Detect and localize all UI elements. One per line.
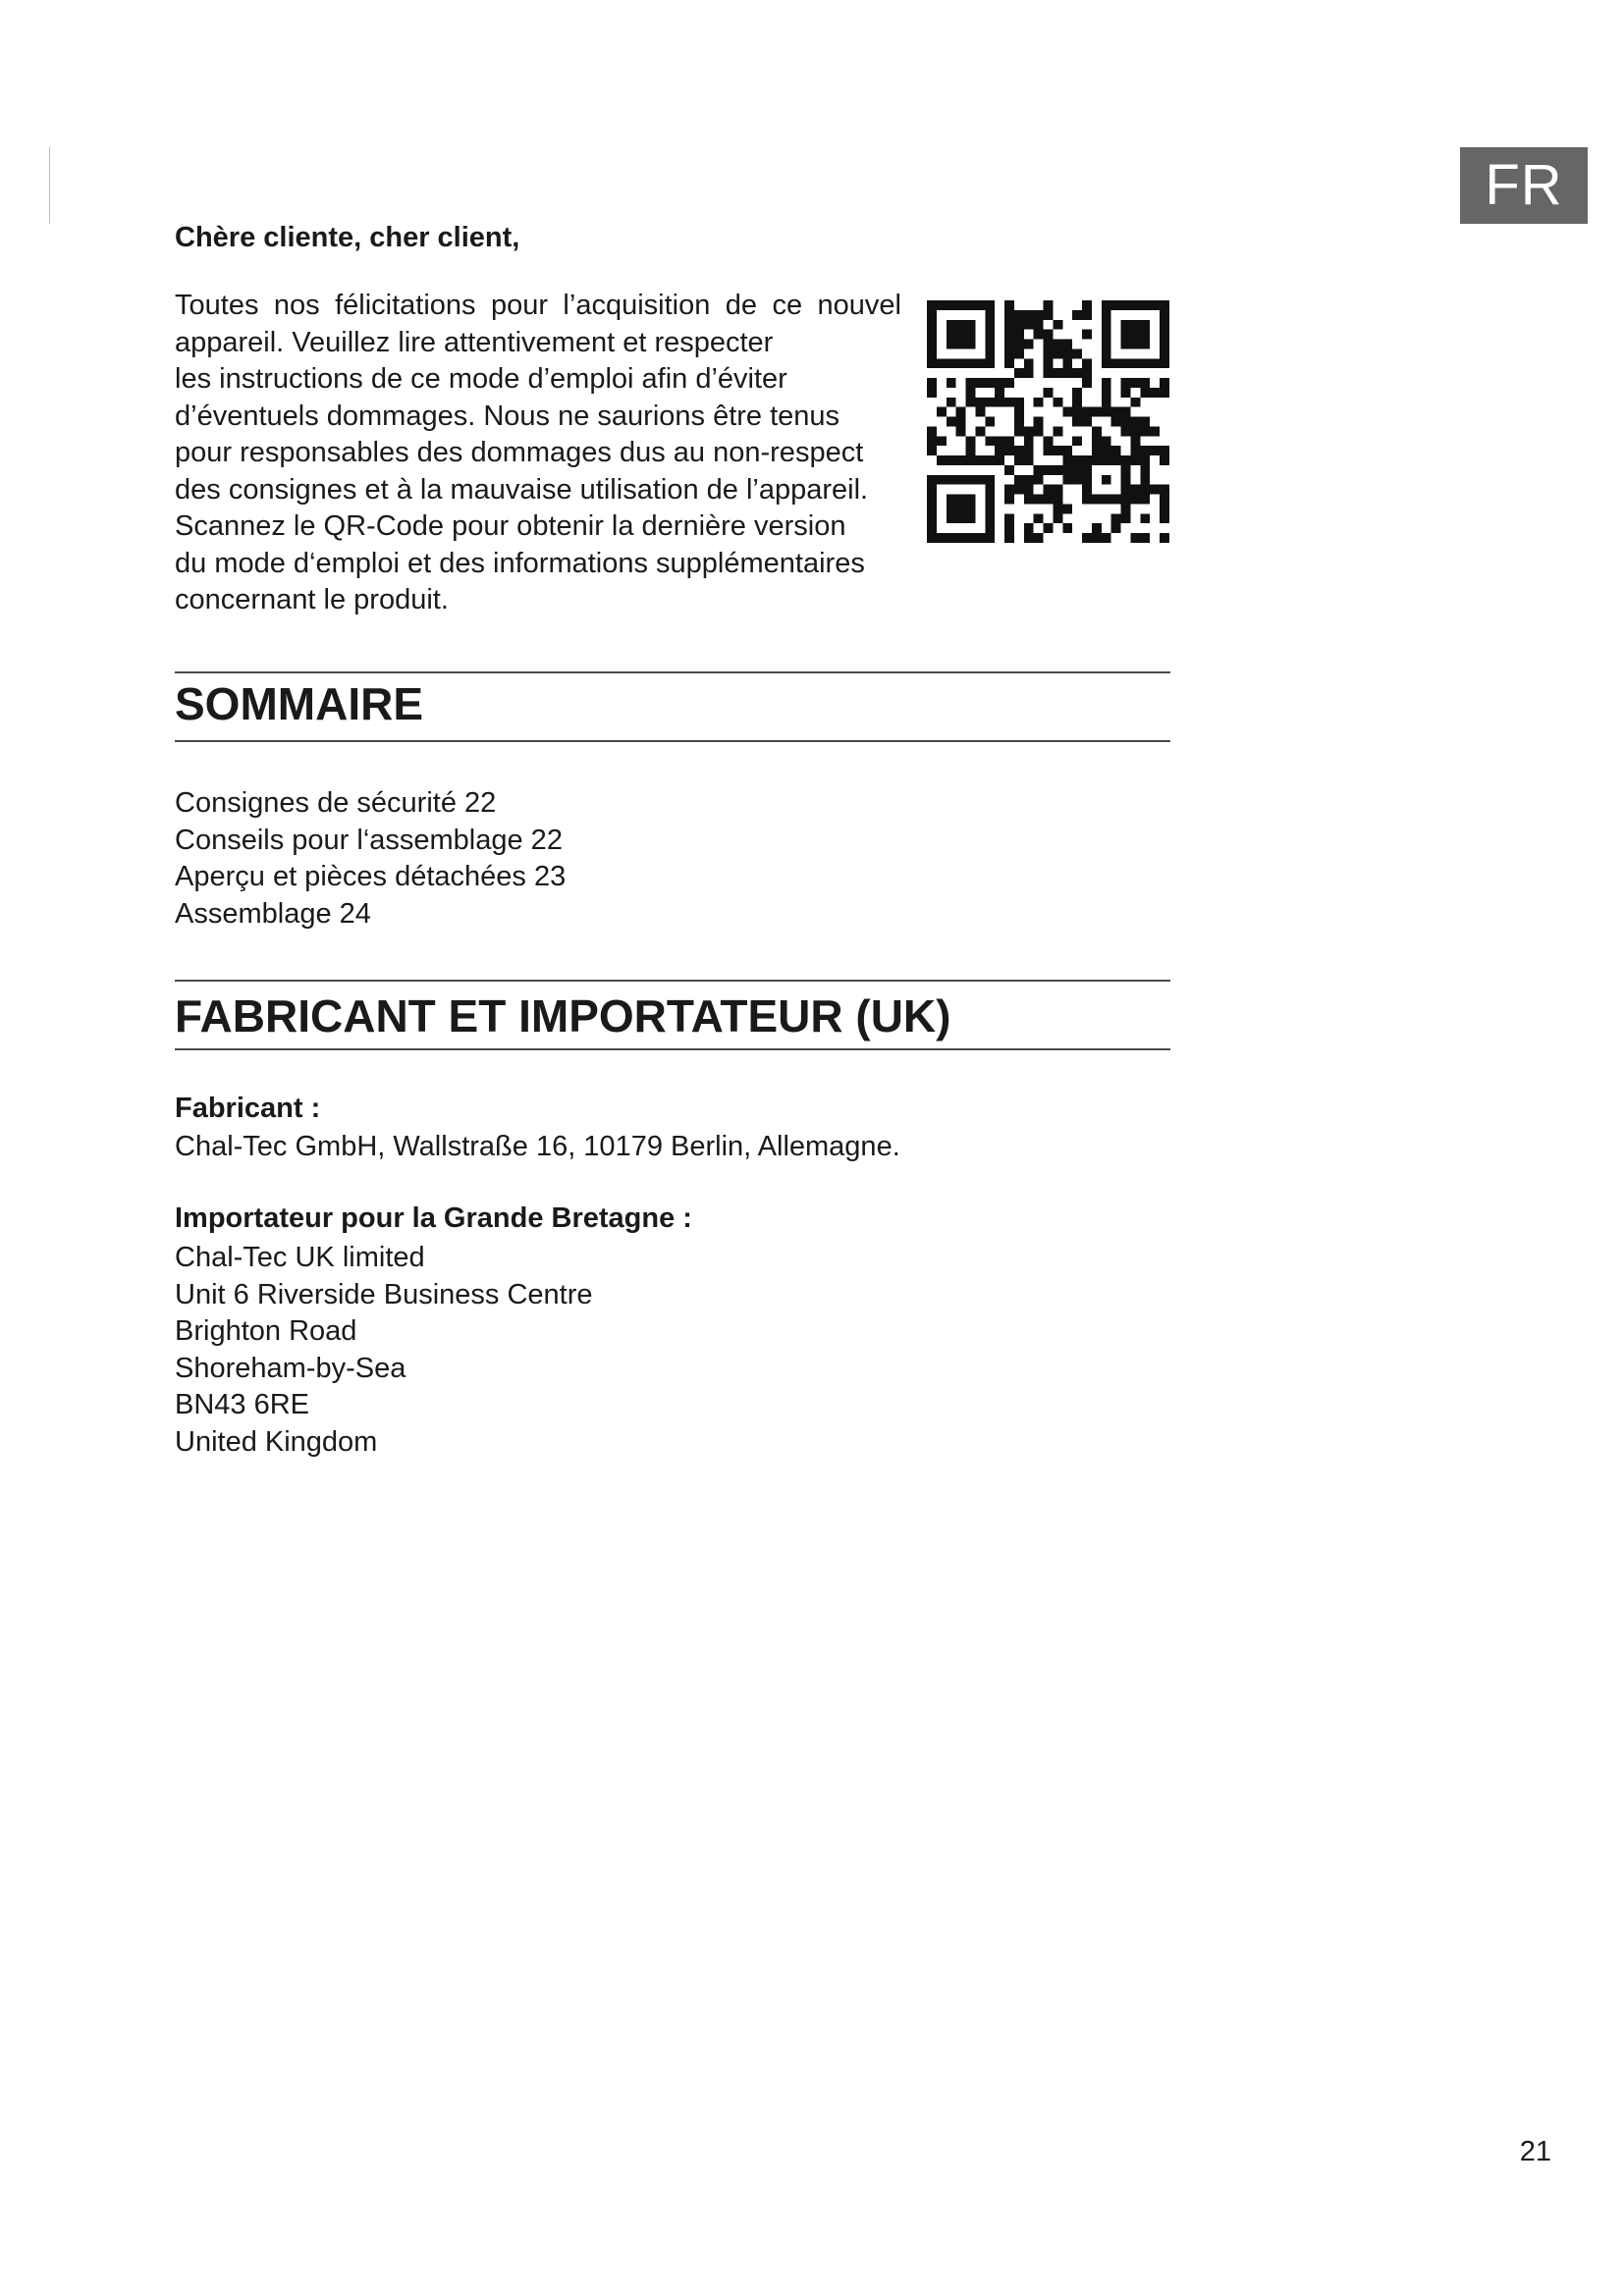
intro-line: les instructions de ce mode d’emploi afin d’éviter xyxy=(175,363,787,395)
importer-address xyxy=(175,1240,593,1461)
manufacturer-address: Chal-Tec GmbH, Wallstraße 16, 10179 Berlin, Allemagne. xyxy=(175,1131,900,1162)
toc-item[interactable]: Conseils pour l‘assemblage 22 xyxy=(175,824,563,856)
greeting: Chère cliente, cher client, xyxy=(175,222,520,253)
qr-code-icon xyxy=(927,300,1169,543)
manufacturer-heading: FABRICANT ET IMPORTATEUR (UK) xyxy=(175,990,951,1041)
importer-label: Importateur pour la Grande Bretagne : xyxy=(175,1202,692,1234)
intro-line: concernant le produit. xyxy=(175,584,449,615)
section-rule xyxy=(175,980,1170,982)
manufacturer-label: Fabricant : xyxy=(175,1093,321,1124)
table-of-contents xyxy=(175,785,566,933)
intro-line: pour responsables des dommages dus au non-respect xyxy=(175,437,864,468)
address-line: Unit 6 Riverside Business Centre xyxy=(175,1278,593,1310)
intro-line: Scannez le QR-Code pour obtenir la dernière version xyxy=(175,510,846,542)
intro-line: d’éventuels dommages. Nous ne saurions être tenus xyxy=(175,400,840,432)
contents-heading: SOMMAIRE xyxy=(175,678,423,729)
address-line: Shoreham-by-Sea xyxy=(175,1352,406,1384)
intro-line: des consignes et à la mauvaise utilisation de l’appareil. xyxy=(175,473,869,506)
toc-item[interactable]: Aperçu et pièces détachées 23 xyxy=(175,861,567,892)
section-rule xyxy=(175,740,1170,742)
page-number: 21 xyxy=(1519,2136,1551,2167)
intro-line: Toutes nos félicitations pour l’acquisition de ce nouvel xyxy=(175,290,901,321)
address-line: Chal-Tec UK limited xyxy=(175,1242,425,1273)
intro-paragraph xyxy=(175,288,901,619)
section-rule xyxy=(175,1048,1170,1050)
address-line: BN43 6RE xyxy=(175,1389,310,1420)
toc-item[interactable]: Consignes de sécurité 22 xyxy=(175,787,497,819)
intro-line: du mode d‘emploi et des informations supplémentaires xyxy=(175,547,865,579)
margin-rule xyxy=(49,147,50,224)
address-line: United Kingdom xyxy=(175,1425,378,1458)
address-line: Brighton Road xyxy=(175,1315,357,1347)
intro-line: appareil. Veuillez lire attentivement et respecter xyxy=(175,326,774,358)
language-tab: FR xyxy=(1460,147,1588,224)
toc-item[interactable]: Assemblage 24 xyxy=(175,897,371,930)
